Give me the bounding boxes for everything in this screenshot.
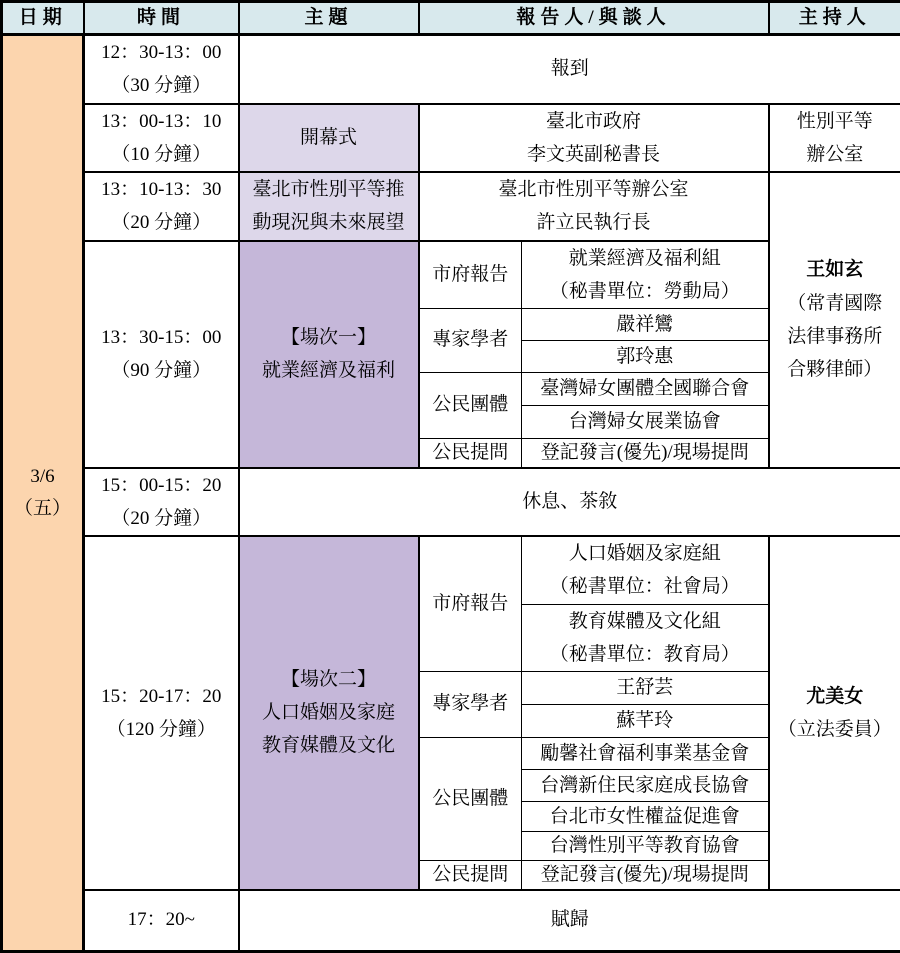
topic-cell: [239, 536, 419, 890]
speaker-line: （秘書單位：社會局）: [524, 570, 766, 603]
topic-line: 教育媒體及文化: [242, 729, 416, 762]
merged-activity-cell: 報到: [239, 35, 900, 104]
time-cell: [84, 35, 239, 104]
speaker-cell: 登記發言(優先)/現場提問: [522, 861, 769, 890]
topic-cell: [239, 241, 419, 468]
speaker-line: 許立民執行長: [422, 206, 766, 239]
speaker-category-cell: 公民提問: [419, 861, 522, 890]
date-line: 3/6: [5, 461, 80, 493]
speaker-line: 就業經濟及福利組: [524, 242, 766, 275]
time-cell: [84, 536, 239, 890]
speaker-cell: [522, 604, 769, 672]
time-cell: [84, 241, 239, 468]
host-line: 合夥律師）: [772, 353, 899, 386]
time-line: 13：00-13：10: [87, 105, 236, 138]
header-host: 主持人: [769, 2, 900, 35]
host-line: 辦公室: [772, 138, 899, 171]
row-registration: [2, 35, 900, 104]
topic-line: 【場次二】: [242, 663, 416, 696]
speaker-category-cell: 公民團體: [419, 373, 522, 439]
header-speaker: 報告人/與談人: [419, 2, 769, 35]
topic-line: 【場次一】: [242, 321, 416, 354]
time-line: （30 分鐘）: [87, 69, 236, 102]
speaker-cell: [419, 104, 769, 173]
row-session1-gov: [2, 241, 900, 309]
host-cell: [769, 172, 900, 468]
topic-line: 就業經濟及福利: [242, 354, 416, 387]
time-line: 15：00-15：20: [87, 469, 236, 502]
speaker-cell: 台灣婦女展業協會: [522, 406, 769, 439]
host-name: 王如玄: [772, 253, 899, 286]
speaker-cell: 蘇芊玲: [522, 705, 769, 738]
speaker-line: （秘書單位：勞動局）: [524, 275, 766, 308]
speaker-cell: 勵馨社會福利事業基金會: [522, 738, 769, 770]
speaker-cell: 台灣性別平等教育協會: [522, 832, 769, 861]
speaker-cell: 台北市女性權益促進會: [522, 802, 769, 832]
speaker-cell: 郭玲惠: [522, 341, 769, 373]
host-cell: [769, 536, 900, 890]
topic-line: 動現況與未來展望: [242, 206, 416, 239]
speaker-category-cell: 市府報告: [419, 536, 522, 672]
topic-line: 人口婚姻及家庭: [242, 696, 416, 729]
speaker-category-cell: 專家學者: [419, 672, 522, 738]
speaker-cell: [522, 241, 769, 309]
speaker-category-cell: 專家學者: [419, 309, 522, 373]
topic-cell: [239, 172, 419, 241]
time-cell: [84, 468, 239, 537]
header-date: 日期: [2, 2, 84, 35]
speaker-cell: [522, 536, 769, 604]
speaker-line: 李文英副秘書長: [422, 138, 766, 171]
header-row: [2, 2, 900, 35]
speaker-cell: 台灣新住民家庭成長協會: [522, 770, 769, 802]
time-line: （20 分鐘）: [87, 502, 236, 535]
time-line: 15：20-17：20: [87, 680, 236, 713]
speaker-category-cell: 公民團體: [419, 738, 522, 861]
header-time: 時間: [84, 2, 239, 35]
time-line: （10 分鐘）: [87, 138, 236, 171]
row-session2-gov1: [2, 536, 900, 604]
host-line: 法律事務所: [772, 320, 899, 353]
row-opening: [2, 104, 900, 173]
time-line: 12：30-13：00: [87, 36, 236, 69]
date-cell: [2, 35, 84, 952]
speaker-line: 教育媒體及文化組: [524, 605, 766, 638]
speaker-line: 臺北市政府: [422, 105, 766, 138]
row-break: [2, 468, 900, 537]
topic-line: 臺北市性別平等推: [242, 173, 416, 206]
host-cell: [769, 104, 900, 173]
host-line: （立法委員）: [772, 713, 899, 746]
time-cell: 17：20~: [84, 890, 239, 952]
merged-activity-cell: 休息、茶敘: [239, 468, 900, 537]
header-topic: 主題: [239, 2, 419, 35]
time-line: （20 分鐘）: [87, 206, 236, 239]
row-departure: [2, 890, 900, 952]
time-line: （90 分鐘）: [87, 354, 236, 387]
time-line: 13：30-15：00: [87, 321, 236, 354]
speaker-category-cell: 公民提問: [419, 439, 522, 468]
speaker-cell: [419, 172, 769, 241]
date-line: （五）: [5, 493, 80, 525]
time-cell: [84, 104, 239, 173]
speaker-line: 臺北市性別平等辦公室: [422, 173, 766, 206]
topic-cell: 開幕式: [239, 104, 419, 173]
speaker-cell: 嚴祥鸞: [522, 309, 769, 341]
speaker-line: 人口婚姻及家庭組: [524, 537, 766, 570]
speaker-cell: 登記發言(優先)/現場提問: [522, 439, 769, 468]
time-line: 13：10-13：30: [87, 173, 236, 206]
host-line: 性別平等: [772, 105, 899, 138]
row-briefing: [2, 172, 900, 241]
host-name: 尤美女: [772, 680, 899, 713]
time-line: （120 分鐘）: [87, 713, 236, 746]
speaker-line: （秘書單位：教育局）: [524, 638, 766, 671]
merged-activity-cell: 賦歸: [239, 890, 900, 952]
speaker-cell: 王舒芸: [522, 672, 769, 705]
speaker-cell: 臺灣婦女團體全國聯合會: [522, 373, 769, 406]
speaker-category-cell: 市府報告: [419, 241, 522, 309]
host-line: （常青國際: [772, 287, 899, 320]
time-cell: [84, 172, 239, 241]
